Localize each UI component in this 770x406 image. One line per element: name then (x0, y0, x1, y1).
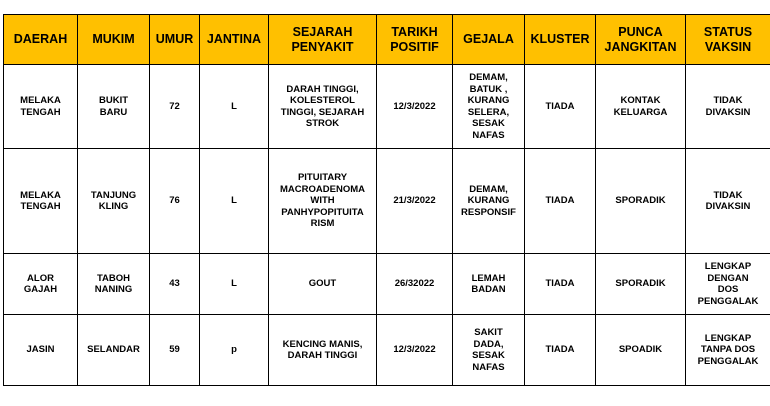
cell-mukim: TABOH NANING (78, 254, 150, 315)
cell-gejala: SAKIT DADA, SESAK NAFAS (453, 315, 525, 386)
cell-kluster: TIADA (525, 149, 596, 254)
cell-tarikh-positif: 26/32022 (377, 254, 453, 315)
cell-sejarah-penyakit: KENCING MANIS, DARAH TINGGI (269, 315, 377, 386)
header-punca-jangkitan: PUNCA JANGKITAN (596, 15, 686, 65)
table-row (4, 65, 770, 149)
cell-umur: 59 (150, 315, 200, 386)
header-mukim: MUKIM (78, 15, 150, 65)
header-jantina: JANTINA (200, 15, 269, 65)
cell-tarikh-positif: 12/3/2022 (377, 65, 453, 149)
cell-gejala: DEMAM, KURANG RESPONSIF (453, 149, 525, 254)
cell-jantina: L (200, 65, 269, 149)
cell-punca-jangkitan: KONTAK KELUARGA (596, 65, 686, 149)
cell-status-vaksin: LENGKAP DENGAN DOS PENGGALAK (686, 254, 770, 315)
cell-kluster: TIADA (525, 315, 596, 386)
cell-daerah: ALOR GAJAH (4, 254, 78, 315)
cell-sejarah-penyakit: PITUITARY MACROADENOMA WITH PANHYPOPITUITA RISM (269, 149, 377, 254)
cell-gejala: DEMAM, BATUK , KURANG SELERA, SESAK NAFAS (453, 65, 525, 149)
cell-punca-jangkitan: SPOADIK (596, 315, 686, 386)
cell-gejala: LEMAH BADAN (453, 254, 525, 315)
header-status-vaksin: STATUS VAKSIN (686, 15, 770, 65)
cell-daerah: MELAKA TENGAH (4, 65, 78, 149)
cell-mukim: TANJUNG KLING (78, 149, 150, 254)
cell-daerah: MELAKA TENGAH (4, 149, 78, 254)
header-daerah: DAERAH (4, 15, 78, 65)
cell-sejarah-penyakit: GOUT (269, 254, 377, 315)
cell-status-vaksin: LENGKAP TANPA DOS PENGGALAK (686, 315, 770, 386)
header-gejala: GEJALA (453, 15, 525, 65)
cell-punca-jangkitan: SPORADIK (596, 149, 686, 254)
cell-kluster: TIADA (525, 65, 596, 149)
cell-jantina: L (200, 149, 269, 254)
header-kluster: KLUSTER (525, 15, 596, 65)
cell-status-vaksin: TIDAK DIVAKSIN (686, 149, 770, 254)
table-row (4, 315, 770, 386)
header-tarikh-positif: TARIKH POSITIF (377, 15, 453, 65)
cell-jantina: L (200, 254, 269, 315)
case-table (3, 14, 770, 386)
header-row (4, 15, 770, 65)
table-row (4, 254, 770, 315)
cell-umur: 43 (150, 254, 200, 315)
cell-mukim: BUKIT BARU (78, 65, 150, 149)
cell-tarikh-positif: 21/3/2022 (377, 149, 453, 254)
cell-punca-jangkitan: SPORADIK (596, 254, 686, 315)
header-sejarah-penyakit: SEJARAH PENYAKIT (269, 15, 377, 65)
header-umur: UMUR (150, 15, 200, 65)
table-row (4, 149, 770, 254)
cell-tarikh-positif: 12/3/2022 (377, 315, 453, 386)
cell-daerah: JASIN (4, 315, 78, 386)
cell-status-vaksin: TIDAK DIVAKSIN (686, 65, 770, 149)
cell-umur: 76 (150, 149, 200, 254)
cell-mukim: SELANDAR (78, 315, 150, 386)
cell-kluster: TIADA (525, 254, 596, 315)
cell-jantina: p (200, 315, 269, 386)
cell-sejarah-penyakit: DARAH TINGGI, KOLESTEROL TINGGI, SEJARAH STROK (269, 65, 377, 149)
cell-umur: 72 (150, 65, 200, 149)
